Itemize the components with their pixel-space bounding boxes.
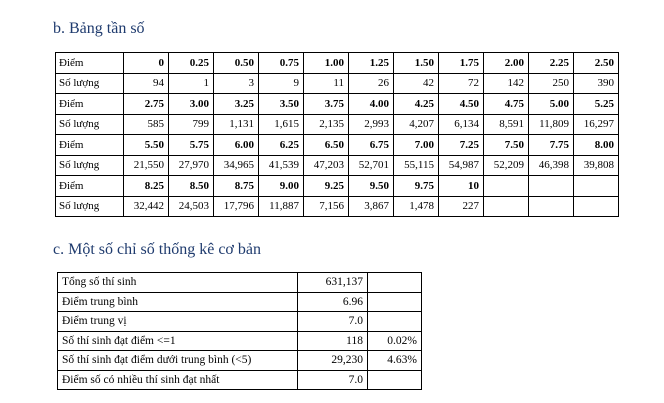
stat-row [58,312,422,332]
stat-row [58,351,422,371]
table-cell: 7.25 [439,135,484,156]
table-cell: 11,809 [529,114,574,135]
table-cell: 142 [484,73,529,94]
stat-value: 7.0 [298,312,368,332]
table-cell: 4,207 [394,114,439,135]
table-cell: 8.75 [214,176,259,197]
table-cell [529,176,574,197]
stat-percent: 4.63% [368,351,422,371]
table-cell: 3,867 [349,196,394,217]
stat-label: Điểm trung bình [58,292,298,312]
table-cell: 7.50 [484,135,529,156]
table-cell: 0.75 [259,53,304,74]
table-cell: 21,550 [124,155,169,176]
table-cell: 47,203 [304,155,349,176]
table-cell: 9.75 [394,176,439,197]
stat-percent [368,273,422,293]
statistics-table [57,272,422,390]
stat-percent [368,292,422,312]
table-cell: 8.00 [574,135,619,156]
table-cell: 24,503 [169,196,214,217]
table-cell: 27,970 [169,155,214,176]
count-row [56,73,619,94]
score-row [56,176,619,197]
table-cell: 3.50 [259,94,304,115]
table-cell: 4.00 [349,94,394,115]
score-row [56,94,619,115]
table-cell: 2.75 [124,94,169,115]
table-cell: 1.75 [439,53,484,74]
section-c-heading: c. Một số chỉ số thống kê cơ bản [53,241,261,258]
section-b-heading: b. Bảng tần số [53,20,145,37]
table-cell: 9.50 [349,176,394,197]
table-cell: 42 [394,73,439,94]
table-cell: 6.75 [349,135,394,156]
stat-percent: 0.02% [368,331,422,351]
score-row [56,53,619,74]
table-cell: 6.00 [214,135,259,156]
table-cell: 1.25 [349,53,394,74]
stat-row [58,370,422,390]
table-cell [574,176,619,197]
stat-value: 118 [298,331,368,351]
table-cell: 41,539 [259,155,304,176]
table-cell: 5.25 [574,94,619,115]
table-cell: 9.25 [304,176,349,197]
stat-label: Điểm trung vị [58,312,298,332]
table-cell: 2.50 [574,53,619,74]
table-cell: 16,297 [574,114,619,135]
table-cell: 1 [169,73,214,94]
table-cell: 34,965 [214,155,259,176]
table-cell: 39,808 [574,155,619,176]
table-cell: 7.00 [394,135,439,156]
stat-percent [368,312,422,332]
table-cell: 3.75 [304,94,349,115]
table-cell: 390 [574,73,619,94]
table-cell: 1.50 [394,53,439,74]
table-cell: 2,135 [304,114,349,135]
table-cell: 8,591 [484,114,529,135]
table-cell: 52,209 [484,155,529,176]
score-row [56,135,619,156]
stat-value: 7.0 [298,370,368,390]
table-cell: 3.00 [169,94,214,115]
table-cell: 2,993 [349,114,394,135]
table-cell [529,196,574,217]
stat-row [58,273,422,293]
table-cell: 8.25 [124,176,169,197]
count-row [56,196,619,217]
table-cell: 4.25 [394,94,439,115]
table-cell: 3.25 [214,94,259,115]
stat-label: Tổng số thí sinh [58,273,298,293]
table-cell: 6.50 [304,135,349,156]
table-cell: 32,442 [124,196,169,217]
row-label: Điểm [56,176,124,197]
table-cell: 1,131 [214,114,259,135]
row-label: Số lượng [56,114,124,135]
table-cell: 4.50 [439,94,484,115]
stat-label: Số thí sinh đạt điểm <=1 [58,331,298,351]
table-cell: 17,796 [214,196,259,217]
table-cell: 9 [259,73,304,94]
table-cell: 7,156 [304,196,349,217]
stat-label: Điểm số có nhiều thí sinh đạt nhất [58,370,298,390]
table-cell: 6.25 [259,135,304,156]
table-cell: 9.00 [259,176,304,197]
row-label: Số lượng [56,73,124,94]
count-row [56,114,619,135]
table-cell: 2.25 [529,53,574,74]
stat-value: 29,230 [298,351,368,371]
table-cell: 250 [529,73,574,94]
table-cell: 2.00 [484,53,529,74]
table-cell: 0 [124,53,169,74]
table-cell: 52,701 [349,155,394,176]
row-label: Điểm [56,94,124,115]
table-cell: 11,887 [259,196,304,217]
table-cell: 94 [124,73,169,94]
stat-value: 631,137 [298,273,368,293]
stat-value: 6.96 [298,292,368,312]
table-cell: 11 [304,73,349,94]
row-label: Điểm [56,53,124,74]
table-cell: 5.75 [169,135,214,156]
table-cell [574,196,619,217]
stat-row [58,331,422,351]
table-cell [484,196,529,217]
row-label: Điểm [56,135,124,156]
table-cell: 46,398 [529,155,574,176]
row-label: Số lượng [56,155,124,176]
table-cell: 1,478 [394,196,439,217]
frequency-table [55,52,619,217]
table-cell: 3 [214,73,259,94]
table-cell: 72 [439,73,484,94]
table-cell: 227 [439,196,484,217]
table-cell: 5.50 [124,135,169,156]
table-cell: 0.50 [214,53,259,74]
stat-percent [368,370,422,390]
table-cell: 5.00 [529,94,574,115]
table-cell: 4.75 [484,94,529,115]
table-cell: 55,115 [394,155,439,176]
table-cell: 54,987 [439,155,484,176]
table-cell: 799 [169,114,214,135]
table-cell: 10 [439,176,484,197]
table-cell: 6,134 [439,114,484,135]
table-cell [484,176,529,197]
table-cell: 1.00 [304,53,349,74]
stat-label: Số thí sinh đạt điểm dưới trung bình (<5) [58,351,298,371]
stat-row [58,292,422,312]
count-row [56,155,619,176]
table-cell: 1,615 [259,114,304,135]
table-cell: 585 [124,114,169,135]
table-cell: 7.75 [529,135,574,156]
table-cell: 0.25 [169,53,214,74]
table-cell: 26 [349,73,394,94]
table-cell: 8.50 [169,176,214,197]
row-label: Số lượng [56,196,124,217]
